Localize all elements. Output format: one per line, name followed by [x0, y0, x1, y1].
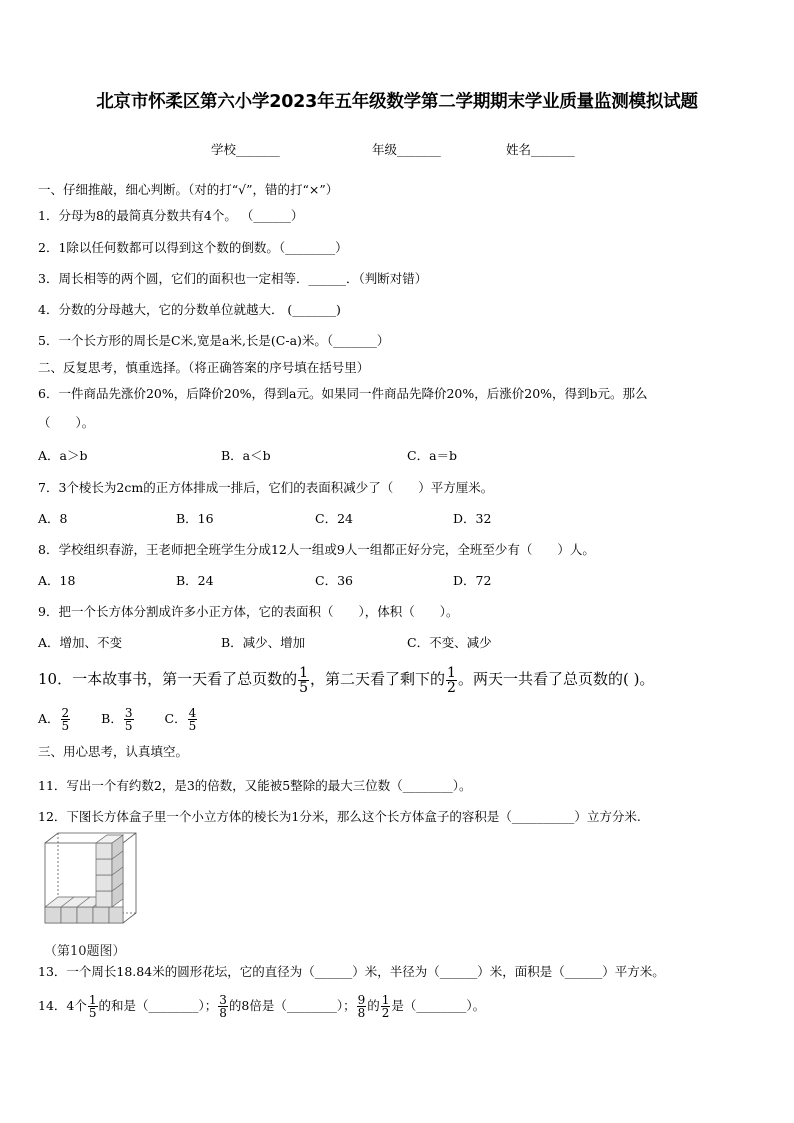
q10-option-a-label: A．	[38, 711, 60, 726]
question-13: 13．一个周长18.84米的圆形花坛，它的直径为（______）米，半径为（______）米，面积是（______）平方米。	[38, 964, 665, 979]
q14-text-5: 是（________）。	[391, 998, 486, 1013]
q10-text-1: 10．一本故事书，第一天看了总页数的	[38, 670, 298, 688]
q9-option-a: A．增加、不变	[38, 635, 123, 650]
q6-option-a: A．a＞b	[38, 448, 88, 463]
q10-text-3: 。两天一共看了总页数的( )。	[457, 670, 655, 688]
q7-option-c: C．24	[315, 511, 353, 526]
q10-option-b-fraction: $\frac{3}{5}$	[124, 706, 133, 733]
cube	[96, 843, 112, 859]
question-1: 1．分母为8的最简真分数共有4个。 （______）	[38, 208, 304, 223]
cube	[96, 859, 112, 875]
grade-field[interactable]: 年级_______	[372, 142, 441, 157]
q9-option-b: B．减少、增加	[221, 635, 306, 650]
q6-option-b: B．a＜b	[221, 448, 271, 463]
q10-option-c-fraction: $\frac{4}{5}$	[188, 706, 197, 733]
q6-option-c: C．a＝b	[407, 448, 458, 463]
name-field[interactable]: 姓名_______	[506, 142, 575, 157]
question-3: 3．周长相等的两个圆，它们的面积也一定相等．______．（判断对错）	[38, 271, 428, 286]
section-3-heading: 三、用心思考，认真填空。	[38, 744, 189, 759]
q10-fraction-1: $\frac{1}{5}$	[299, 664, 309, 696]
cube	[93, 907, 109, 923]
q8-option-b: B．24	[176, 573, 214, 588]
box-cubes-figure	[44, 832, 140, 932]
question-7: 7．3个棱长为2cm的正方体排成一排后，它们的表面积减少了（ ）平方厘米。	[38, 480, 494, 495]
question-6-line-2: （ ）。	[38, 415, 95, 430]
question-12: 12．下图长方体盒子里一个小立方体的棱长为1分米，那么这个长方体盒子的容积是（__________）立方分米.	[38, 809, 641, 824]
q7-option-b: B．16	[176, 511, 214, 526]
cube	[96, 891, 112, 907]
section-1-heading: 一、仔细推敲，细心判断。（对的打“√”，错的打“×”）	[38, 182, 339, 197]
question-5: 5．一个长方形的周长是C米,宽是a米,长是(C-a)米。（_______）	[38, 333, 390, 348]
page-title: 北京市怀柔区第六小学2023年五年级数学第二学期期末学业质量监测模拟试题	[96, 92, 698, 112]
question-10	[38, 662, 654, 696]
q10-option-a-fraction: $\frac{2}{5}$	[61, 706, 70, 733]
q10-option-b-label: B．	[101, 711, 123, 726]
box-edge	[123, 833, 136, 843]
q14-fraction-1: $\frac{1}{5}$	[88, 993, 97, 1020]
school-field[interactable]: 学校_______	[211, 142, 280, 157]
q10-text-2: ，第二天看了剩下的	[310, 670, 446, 688]
cube	[45, 907, 61, 923]
q14-fraction-2: $\frac{3}{8}$	[219, 993, 227, 1020]
question-9: 9．把一个长方体分割成许多小正方体，它的表面积（ ），体积（ ）。	[38, 604, 459, 619]
question-6-line-1: 6．一件商品先涨价20%，后降价20%，得到a元。如果同一件商品先降价20%，后涨价20%，得到b元。那么	[38, 386, 648, 401]
q10-fraction-2: $\frac{1}{2}$	[447, 664, 456, 696]
q14-text-2: 的和是（________）；	[98, 998, 218, 1013]
question-2: 2．1除以任何数都可以得到这个数的倒数。（________）	[38, 240, 348, 255]
q14-fraction-4: $\frac{1}{2}$	[381, 993, 390, 1020]
q14-fraction-3: $\frac{9}{8}$	[357, 993, 366, 1020]
figure-caption: （第10题图）	[44, 944, 126, 959]
q8-option-a: A．18	[38, 573, 76, 588]
cube	[77, 907, 93, 923]
cube	[109, 907, 123, 923]
section-2-heading: 二、反复思考，慎重选择。（将正确答案的序号填在括号里）	[38, 360, 370, 375]
q8-option-d: D．72	[453, 573, 492, 588]
q9-option-c: C．不变、减少	[407, 635, 492, 650]
q7-option-d: D．32	[453, 511, 492, 526]
q10-option-c-label: C．	[164, 711, 187, 726]
q14-text-4: 的	[367, 998, 380, 1013]
question-11: 11．写出一个有约数2，是3的倍数，又能被5整除的最大三位数（________）。	[38, 778, 472, 793]
question-8: 8．学校组织春游，王老师把全班学生分成12人一组或9人一组都正好分完，全班至少有（ ）人。	[38, 542, 595, 557]
q8-option-c: C．36	[315, 573, 353, 588]
q14-text-3: 的8倍是（________）；	[228, 998, 356, 1013]
question-4: 4．分数的分母越大，它的分数单位就越大． (_______)	[38, 302, 341, 317]
cube	[96, 875, 112, 891]
q7-option-a: A．8	[38, 511, 68, 526]
cube	[61, 907, 77, 923]
q14-text-1: 14．4个	[38, 998, 87, 1013]
question-14	[38, 988, 485, 1024]
q10-options	[38, 703, 198, 735]
